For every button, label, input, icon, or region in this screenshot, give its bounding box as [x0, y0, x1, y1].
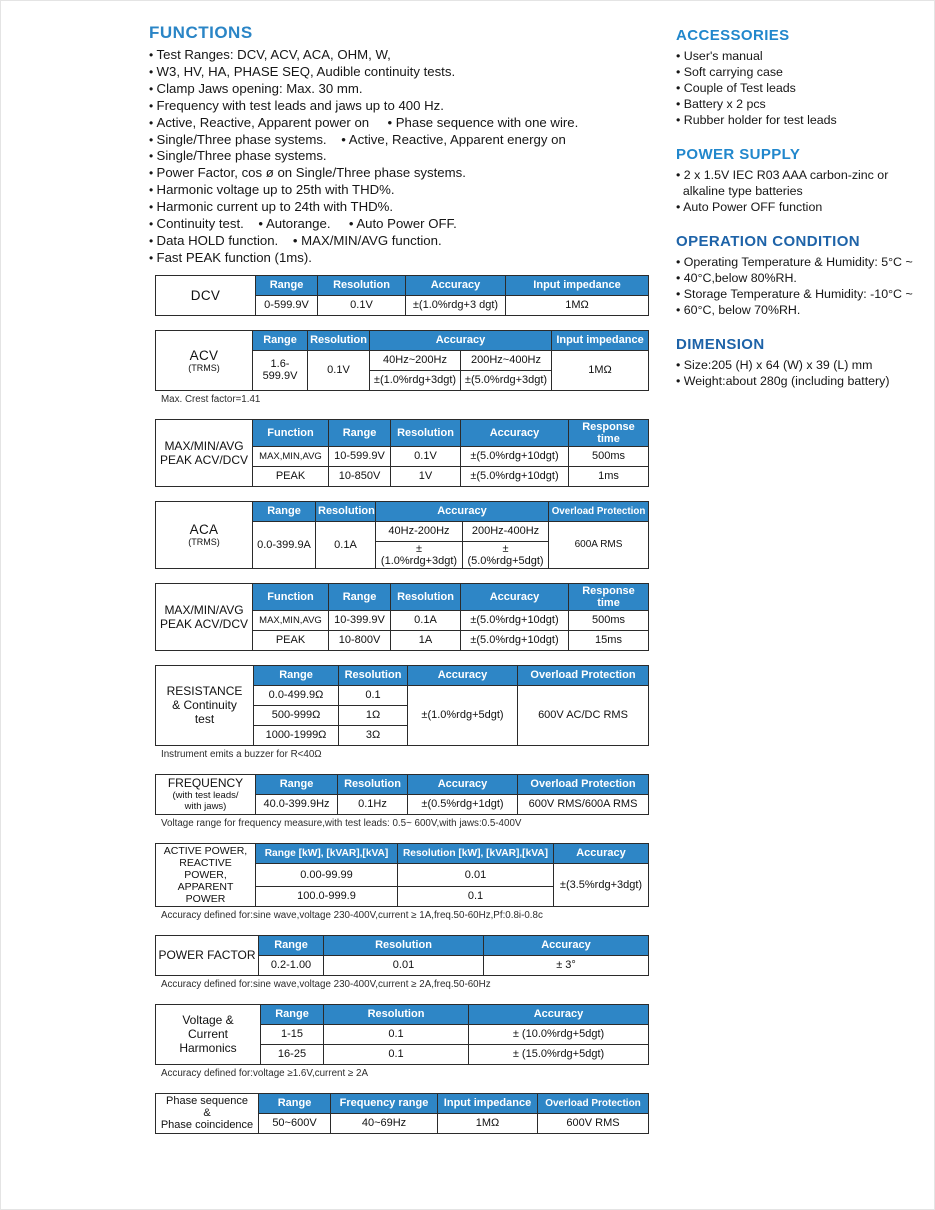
functions-item: • Power Factor, cos ø on Single/Three phase systems.	[149, 165, 659, 182]
functions-list	[149, 47, 659, 267]
col-header: Accuracy	[554, 843, 649, 863]
col-header: Resolution	[339, 665, 408, 685]
spec-value: ±(1.0%rdg+3dgt)	[370, 370, 461, 390]
spec-value: 0.1V	[308, 350, 370, 390]
accessories-item: • User's manual	[676, 48, 934, 64]
spec-value: 10-599.9V	[329, 446, 391, 466]
power-supply-item: • Auto Power OFF function	[676, 199, 934, 215]
spec-value: ±(5.0%rdg+10dgt)	[461, 446, 569, 466]
spec-table-resistance	[155, 665, 659, 760]
col-header: Input impedance	[552, 330, 649, 350]
spec-value: ±(5.0%rdg+10dgt)	[461, 610, 569, 630]
accessories-title: ACCESSORIES	[676, 27, 790, 44]
col-header: Overload Protection	[538, 1093, 649, 1113]
row-label-aca: ACA (TRMS)	[156, 501, 253, 568]
power-supply-list	[676, 167, 934, 215]
spec-value: 1Ω	[339, 705, 408, 725]
col-header: Accuracy	[406, 275, 506, 295]
functions-item: • W3, HV, HA, PHASE SEQ, Audible continuity tests.	[149, 64, 659, 81]
functions-item: • Harmonic current up to 24th with THD%.	[149, 199, 659, 216]
col-header: Range [kW], [kVAR],[kVA]	[256, 843, 398, 863]
power-supply-title: POWER SUPPLY	[676, 146, 801, 163]
spec-value: ± 3°	[484, 955, 649, 975]
spec-value: 40Hz~200Hz	[370, 350, 461, 370]
operation-condition-item: • 40°C,below 80%RH.	[676, 270, 934, 286]
spec-value: 16-25	[261, 1044, 324, 1064]
spec-value: 0.0-499.9Ω	[254, 685, 339, 705]
col-header: Accuracy	[408, 665, 518, 685]
col-header: Function	[253, 583, 329, 610]
col-header: Input impedance	[506, 275, 649, 295]
functions-item: • Single/Three phase systems. • Active, Reactive, Apparent energy on	[149, 132, 659, 149]
spec-value: 1.6-599.9V	[253, 350, 308, 390]
col-header: Resolution	[308, 330, 370, 350]
table-note: Instrument emits a buzzer for R<40Ω	[161, 748, 322, 760]
operation-condition-title: OPERATION CONDITION	[676, 233, 860, 250]
row-label-harmonics: Voltage & Current Harmonics	[156, 1004, 261, 1064]
col-header: Range	[253, 501, 316, 521]
spec-value: 200Hz~400Hz	[461, 350, 552, 370]
spec-table-frequency	[155, 774, 659, 829]
dimension-item: • Size:205 (H) x 64 (W) x 39 (L) mm	[676, 357, 934, 373]
spec-table-power-factor	[155, 935, 659, 990]
row-label-maxmin1: MAX/MIN/AVG PEAK ACV/DCV	[156, 419, 253, 486]
accessories-item: • Battery x 2 pcs	[676, 96, 934, 112]
accessories-list	[676, 48, 934, 128]
spec-value: 0.1A	[316, 521, 376, 568]
functions-item: • Fast PEAK function (1ms).	[149, 250, 659, 267]
spec-value: 40.0-399.9Hz	[256, 794, 338, 814]
spec-value: 500ms	[569, 610, 649, 630]
col-header: Accuracy	[484, 935, 649, 955]
col-header: Overload Protection	[549, 501, 649, 521]
table-note: Accuracy defined for:voltage ≥1.6V,current ≥ 2A	[161, 1067, 368, 1079]
spec-value: 50~600V	[259, 1113, 331, 1133]
spec-value: 600V AC/DC RMS	[518, 685, 649, 745]
spec-value: PEAK	[253, 630, 329, 650]
spec-value: ±(5.0%rdg+10dgt)	[461, 630, 569, 650]
spec-value: ±(1.0%rdg+3dgt)	[376, 541, 463, 568]
col-header: Input impedance	[438, 1093, 538, 1113]
right-column	[676, 27, 934, 407]
dimension-item: • Weight:about 280g (including battery)	[676, 373, 934, 389]
spec-value: 10-800V	[329, 630, 391, 650]
col-header: Accuracy	[408, 774, 518, 794]
col-header: Resolution	[338, 774, 408, 794]
spec-tables	[149, 275, 659, 1134]
functions-item: • Frequency with test leads and jaws up to 400 Hz.	[149, 98, 659, 115]
col-header: Range	[329, 583, 391, 610]
operation-condition-item: • 60°C, below 70%RH.	[676, 302, 934, 318]
dimension-title: DIMENSION	[676, 336, 765, 353]
table-note: Accuracy defined for:sine wave,voltage 230-400V,current ≥ 1A,freq.50-60Hz,Pf:0.8i-0.8c	[161, 909, 543, 921]
spec-value: 10-850V	[329, 466, 391, 486]
spec-value: 0.1A	[391, 610, 461, 630]
col-header: Overload Protection	[518, 665, 649, 685]
col-header: Overload Protection	[518, 774, 649, 794]
col-header: Resolution	[324, 1004, 469, 1024]
spec-value: 0.00-99.99	[256, 863, 398, 886]
row-label-maxmin2: MAX/MIN/AVG PEAK ACV/DCV	[156, 583, 253, 650]
spec-table-maxmin-current	[155, 583, 659, 651]
row-label-frequency: FREQUENCY (with test leads/ with jaws)	[156, 774, 256, 814]
accessories-item: • Couple of Test leads	[676, 80, 934, 96]
col-header: Range	[259, 1093, 331, 1113]
spec-value: PEAK	[253, 466, 329, 486]
col-header: Frequency range	[331, 1093, 438, 1113]
spec-value: 40~69Hz	[331, 1113, 438, 1133]
spec-value: 1MΩ	[438, 1113, 538, 1133]
col-header: Function	[253, 419, 329, 446]
col-header: Resolution	[316, 501, 376, 521]
spec-value: 1000-1999Ω	[254, 725, 339, 745]
spec-table-aca	[155, 501, 659, 569]
spec-value: ± (15.0%rdg+5dgt)	[469, 1044, 649, 1064]
col-header: Resolution	[391, 419, 461, 446]
col-header: Range	[329, 419, 391, 446]
spec-value: 0.1V	[391, 446, 461, 466]
row-label-acv: ACV (TRMS)	[156, 330, 253, 390]
accessories-item: • Rubber holder for test leads	[676, 112, 934, 128]
spec-value: 0.01	[398, 863, 554, 886]
col-header: Range	[253, 330, 308, 350]
col-header: Range	[254, 665, 339, 685]
left-column	[149, 23, 659, 1148]
col-header: Accuracy	[469, 1004, 649, 1024]
spec-table-power	[155, 843, 659, 921]
spec-value: 0.0-399.9A	[253, 521, 316, 568]
spec-value: ± (10.0%rdg+5dgt)	[469, 1024, 649, 1044]
operation-condition-item: • Storage Temperature & Humidity: -10°C ~	[676, 286, 934, 302]
spec-value: 0.01	[324, 955, 484, 975]
functions-item: • Single/Three phase systems.	[149, 148, 659, 165]
spec-value: 1ms	[569, 466, 649, 486]
spec-value: 0.1	[324, 1024, 469, 1044]
spec-value: ±(0.5%rdg+1dgt)	[408, 794, 518, 814]
spec-value: 1MΩ	[506, 295, 649, 315]
spec-value: MAX,MIN,AVG	[253, 610, 329, 630]
col-header: Range	[256, 275, 318, 295]
accessories-item: • Soft carrying case	[676, 64, 934, 80]
spec-value: 500-999Ω	[254, 705, 339, 725]
col-header: Range	[259, 935, 324, 955]
functions-item: • Active, Reactive, Apparent power on • Phase sequence with one wire.	[149, 115, 659, 132]
spec-value: 1MΩ	[552, 350, 649, 390]
spec-value: ±(5.0%rdg+10dgt)	[461, 466, 569, 486]
spec-value: 0.1Hz	[338, 794, 408, 814]
table-note: Accuracy defined for:sine wave,voltage 230-400V,current ≥ 2A,freq.50-60Hz	[161, 978, 491, 990]
col-header: Accuracy	[461, 419, 569, 446]
spec-value: 15ms	[569, 630, 649, 650]
spec-value: MAX,MIN,AVG	[253, 446, 329, 466]
functions-item: • Harmonic voltage up to 25th with THD%.	[149, 182, 659, 199]
spec-value: 3Ω	[339, 725, 408, 745]
row-label-resistance: RESISTANCE & Continuity test	[156, 665, 254, 745]
functions-item: • Continuity test. • Autorange. • Auto Power OFF.	[149, 216, 659, 233]
col-header: Range	[256, 774, 338, 794]
spec-value: 0.1	[324, 1044, 469, 1064]
spec-value: 10-399.9V	[329, 610, 391, 630]
operation-condition-list	[676, 254, 934, 318]
row-label-phase: Phase sequence & Phase coincidence	[156, 1093, 259, 1133]
spec-value: 600V RMS/600A RMS	[518, 794, 649, 814]
spec-value: 0.1	[339, 685, 408, 705]
col-header: Response time	[569, 419, 649, 446]
spec-value: 200Hz-400Hz	[463, 521, 549, 541]
col-header: Resolution	[391, 583, 461, 610]
functions-item: • Clamp Jaws opening: Max. 30 mm.	[149, 81, 659, 98]
operation-condition-item: • Operating Temperature & Humidity: 5°C ~	[676, 254, 934, 270]
spec-value: 0.1	[398, 886, 554, 906]
spec-value: 0.1V	[318, 295, 406, 315]
spec-value: 100.0-999.9	[256, 886, 398, 906]
spec-value: 1-15	[261, 1024, 324, 1044]
col-header: Resolution	[318, 275, 406, 295]
spec-value: ±(1.0%rdg+3 dgt)	[406, 295, 506, 315]
spec-table-harmonics	[155, 1004, 659, 1079]
table-note: Max. Crest factor=1.41	[161, 393, 261, 405]
dimension-list	[676, 357, 934, 389]
row-label-power-factor: POWER FACTOR	[156, 935, 259, 975]
spec-value: ±(5.0%rdg+5dgt)	[463, 541, 549, 568]
spec-value: 500ms	[569, 446, 649, 466]
row-label-dcv: DCV	[156, 275, 256, 315]
spec-value: 1V	[391, 466, 461, 486]
col-header: Response time	[569, 583, 649, 610]
spec-value: 1A	[391, 630, 461, 650]
spec-table-phase	[155, 1093, 659, 1134]
spec-value: 600V RMS	[538, 1113, 649, 1133]
spec-table-acv	[155, 330, 659, 405]
row-label-power: ACTIVE POWER, REACTIVE POWER, APPARENT POWER	[156, 843, 256, 906]
spec-value: 600A RMS	[549, 521, 649, 568]
spec-table-dcv	[155, 275, 659, 316]
col-header: Accuracy	[370, 330, 552, 350]
col-header: Range	[261, 1004, 324, 1024]
spec-value: 0-599.9V	[256, 295, 318, 315]
spec-value: ±(5.0%rdg+3dgt)	[461, 370, 552, 390]
functions-item: • Test Ranges: DCV, ACV, ACA, OHM, W,	[149, 47, 659, 64]
power-supply-item: alkaline type batteries	[682, 184, 803, 198]
spec-value: ±(3.5%rdg+3dgt)	[554, 863, 649, 906]
spec-table-maxmin-voltage	[155, 419, 659, 487]
spec-value: ±(1.0%rdg+5dgt)	[408, 685, 518, 745]
spec-value: 0.2-1.00	[259, 955, 324, 975]
functions-title: FUNCTIONS	[149, 23, 253, 42]
col-header: Resolution [kW], [kVAR],[kVA]	[398, 843, 554, 863]
table-note: Voltage range for frequency measure,with test leads: 0.5~ 600V,with jaws:0.5-400V	[161, 817, 522, 829]
power-supply-item: • 2 x 1.5V IEC R03 AAA carbon-zinc or	[676, 167, 934, 183]
col-header: Accuracy	[461, 583, 569, 610]
spec-value: 40Hz-200Hz	[376, 521, 463, 541]
col-header: Resolution	[324, 935, 484, 955]
functions-item: • Data HOLD function. • MAX/MIN/AVG function.	[149, 233, 659, 250]
col-header: Accuracy	[376, 501, 549, 521]
